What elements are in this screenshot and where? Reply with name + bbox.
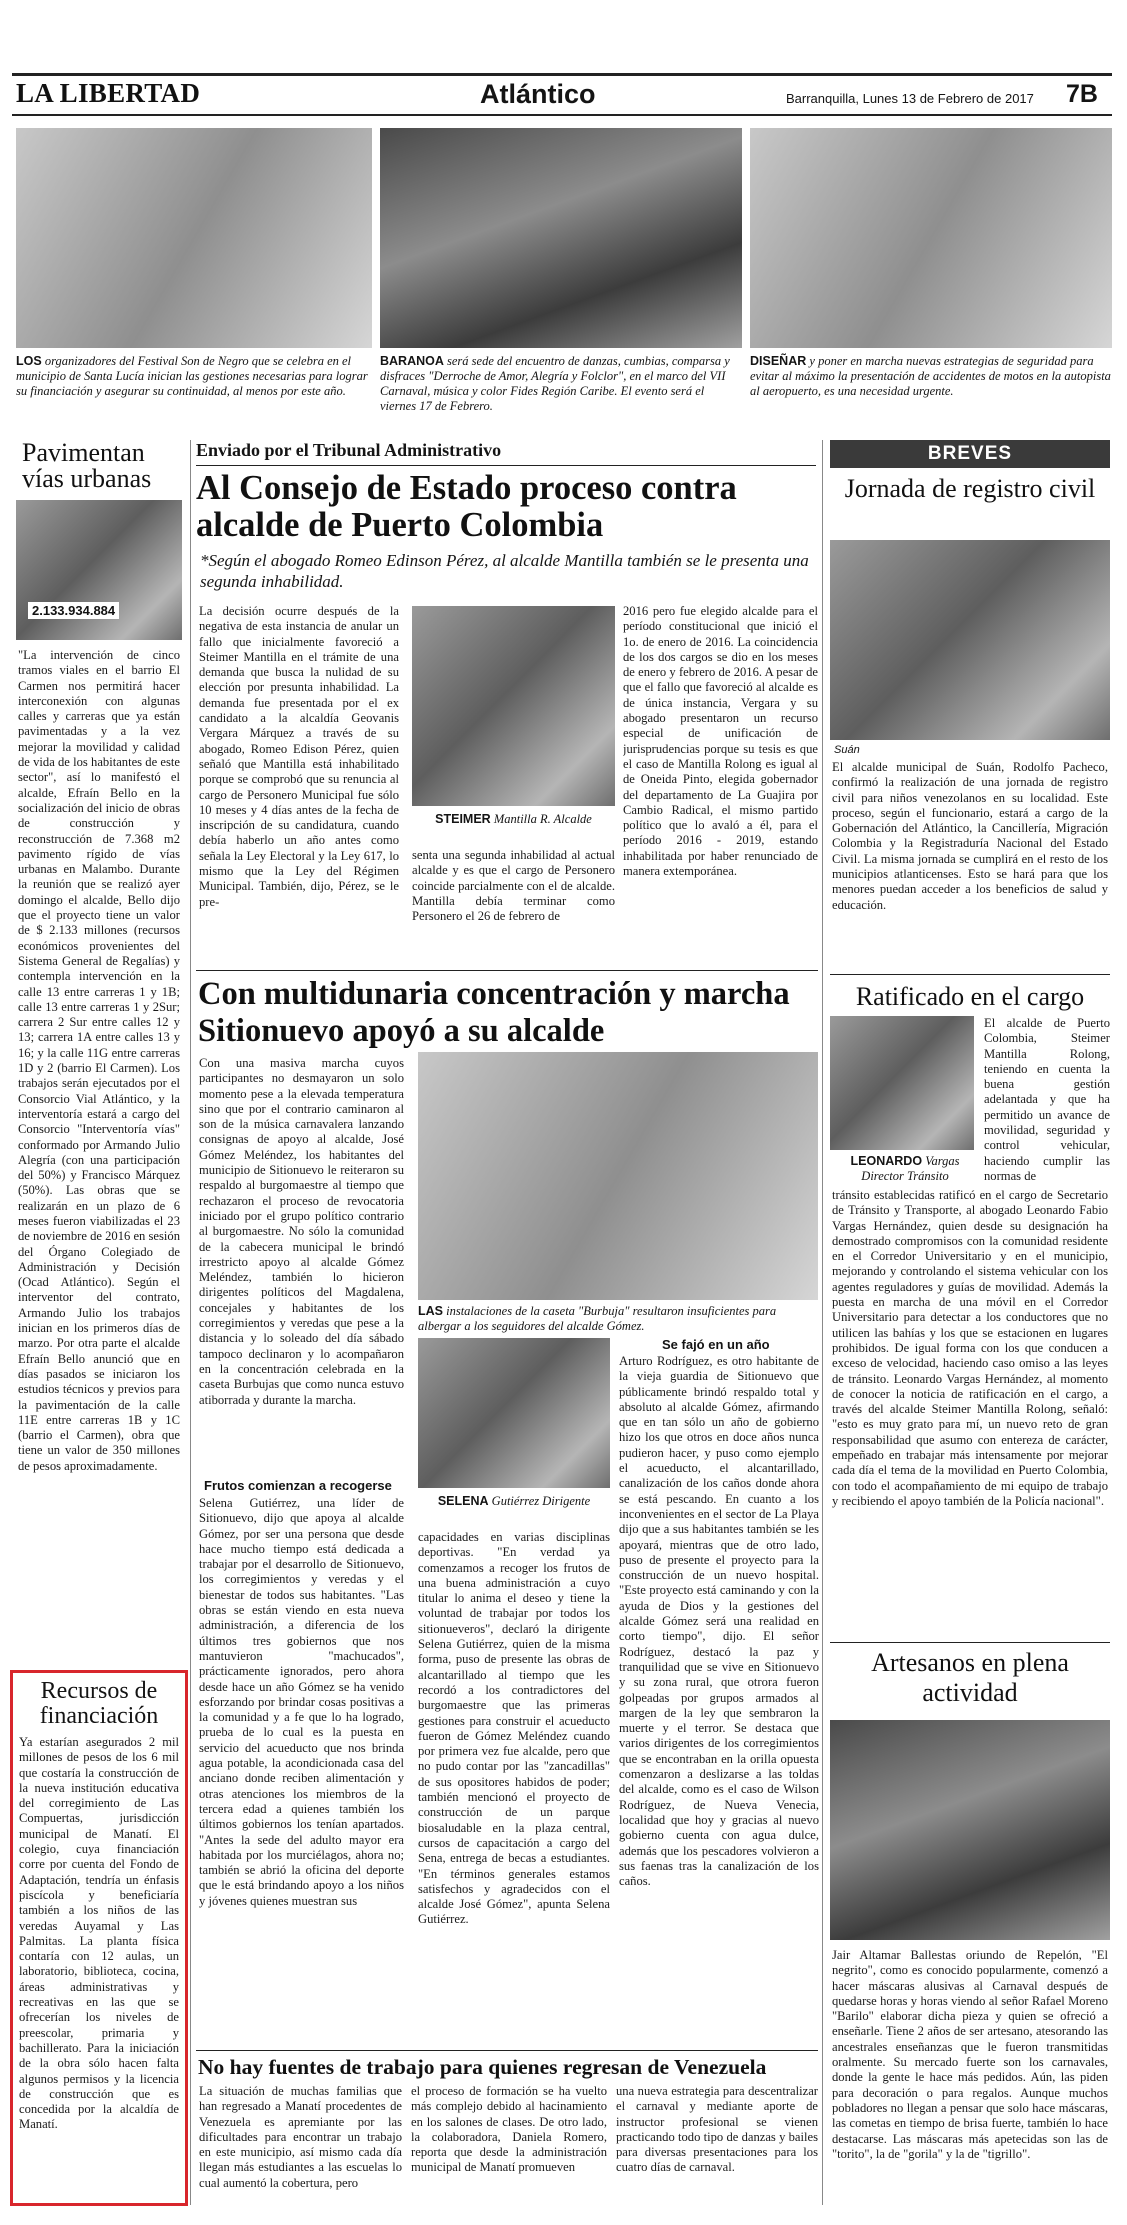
breves-item2-body-top: El alcalde de Puerto Colombia, Steimer Mantilla Rolong, teniendo en cuenta la buena gestión adelantada y que ha permitido un avance de movilidad, seguridad y control vehicular, haciendo cumplir las normas de <box>984 1016 1110 1183</box>
caption-lead: LEONARDO <box>850 1154 923 1168</box>
caption-lead: SELENA <box>437 1494 489 1508</box>
story1-col3: 2016 pero fue elegido alcalde para el período constitucional que inició el 1o. de enero de 2016. La coincidencia de los dos cargos se dio en los meses de enero y febrero de 2016. A pesar de que el fallo que favoreció al alcalde es de única instancia, Vergara y su abogado presentaron un recurso especial de unificación de jurisprudencias porque su tesis es que el caso de Mantilla Rolong es igual al de Oneida Pinto, elegida gobernador del departamento de La Guajira por Cambio Radical, el mismo partido político que lo avaló a él, para el período 2016 - 2019, estando inhabilitada por haber renunciado de manera extemporánea. <box>623 604 818 879</box>
masthead-bottom-rule <box>12 114 1112 116</box>
story2-photo-crowd <box>418 1052 818 1300</box>
story1-kicker-rule <box>196 465 816 466</box>
story1-photo-steimer <box>412 606 615 806</box>
breves-item1-body: El alcalde municipal de Suán, Rodolfo Pacheco, confirmó la realización de una jornada de registro civil para niños venezolanos en su localidad. Este proceso, según el funcionario, estará a cargo de la Gobernación del Atlántico, la Cancillería, Migración Colombia y la Registraduría Nacional del Estado Civil. La misma jornada se cumplirá en el resto de los municipios atlanticenses. Esto se hará para que los menores puedan acceder a los beneficios de salud y educación. <box>832 760 1108 912</box>
top-caption-2 <box>380 354 742 414</box>
caption-lead: BARANOA <box>380 354 444 368</box>
top-caption-3 <box>750 354 1112 399</box>
breves-item1-photo <box>830 540 1110 756</box>
story2-headline: Con multidunaria concentración y marcha Sitionuevo apoyó a su alcalde <box>198 976 790 1049</box>
story2-selena-caption <box>418 1494 610 1509</box>
story2-bottom-rule <box>196 2050 818 2051</box>
breves-divider-2 <box>830 1642 1110 1643</box>
recursos-box <box>10 1670 188 2206</box>
recursos-title: Recursos de financiación <box>39 1678 159 1729</box>
breves-banner-label: BREVES <box>927 443 1013 464</box>
story1-bottom-rule <box>196 970 818 971</box>
caption-text: Vargas Director Tránsito <box>861 1154 960 1183</box>
breves-banner <box>830 440 1110 468</box>
caption-text: y poner en marcha nuevas estrategias de seguridad para evitar al máximo la presentación de accidentes de motos en la autopista al aeropuerto, es una necesidad urgente. <box>750 354 1111 398</box>
left-col-title: Pavimentan vías urbanas <box>22 438 152 493</box>
caption-text: Gutiérrez Dirigente <box>491 1494 591 1508</box>
breves-item2-title: Ratificado en el cargo <box>855 982 1085 1011</box>
story2-col3: Arturo Rodríguez, es otro habitante de la vieja guardia de Sitionuevo que públicamente brindó respaldo total y absoluto al alcalde Gómez, afirmando que en tan sólo un año de gobierno hizo los que otros en doce años nunca pudieron hacer, y puso como ejemplo el acueducto, el alcantarillado, canalización de los caños donde ahora se está pescando. En cuanto a los inconvenientes en el sector de La Playa dijo que a sus habitantes también se les apoyará, mientras que de otro lado, puso de presente el proyecto para la construcción de un nuevo hospital. "Este proyecto está caminando y con la ayuda de Dios y la gestiones del alcalde Gómez será una realidad en corto tiempo", dijo. El señor Rodríguez, destacó la paz y tranquilidad que se vive en Sitionuevo y su zona rural, que otrora fueron golpeadas por grupos armados al margen de la ley que sembraron la muerte y el terror. Se destaca que varios dirigentes de los corregimientos que se encontraban en la orilla opuesta comenzaron a deslizarse a las toldas del alcalde, como es el caso de Wilson Rodríguez, de Nueva Venecia, localidad que hoy y gracias al nuevo gobierno cuenta con agua dulce, además que los pescadores volvieron a sus faenas tras la canalización de los caños. <box>619 1354 819 1889</box>
story3-col3: una nueva estrategia para descentralizar el carnaval y mediante aporte de instructor profesional se vienen practicando todo tipo de danzas y bailes para diversas presentaciones para los cuatro días de carnaval. <box>616 2084 818 2175</box>
breves-item3-photo <box>830 1720 1110 1940</box>
top-photo-baranoa <box>380 128 742 348</box>
breves-item2-body: tránsito establecidas ratificó en el cargo de Secretario de Tránsito y Transporte, al abogado Leonardo Fabio Vargas Hernández, quien desde su designación ha demostrado compromisos con la comunidad residente en el Corredor Universitario y en el municipio, mejorando y controlando el sistema vehicular con los agentes reguladores y guías de movilidad. Además la puesta en marcha de una móvil en el Corredor Universitario para detectar a los conductores que no utilicen las bahías y los que se estacionen en lugares prohibidos. De igual forma con los que conducen a exceso de velocidad, haciendo caso omiso a las leyes de tránsito. Leonardo Vargas Hernández, al momento de conocer la noticia de ratificación en el cargo, a través del alcalde Steimer Mantilla Rolong, señaló: "esto es muy grato para mí, un nuevo reto de gran responsabilidad que asumo con entereza de carácter, empeñado en trabajar más intensamente por mejorar cada día el tema de la movilidad en Puerto Colombia, con todo el acompañamiento de mi equipo de trabajo y recibiendo el apoyo también de la Policía nacional". <box>832 1188 1108 1508</box>
story2-col1: Con una masiva marcha cuyos participantes no desmayaron un solo momento pese a la elevada temperatura sino que por el contrario caminaron al son de la música carnavalera lanzando consignas de apoyo al alcalde, José Gómez Meléndez, los habitantes del municipio de Sitionuevo le reiteraron su respaldo al burgomaestre al tiempo que rechazaron el proceso de revocatoria iniciado por el grupo político contrario al burgomaestre. No sólo la comunidad de la cabecera municipal le brindó irrestricto apoyo al alcalde Gómez Meléndez, también lo hicieron dirigentes políticos del Magdalena, concejales y habitantes de los corregimientos y veredas que pese a la distancia y lo soleado del día sábado tampoco declinaron y lo acompañaron en la concentración celebrada en la caseta Burbujas que como nunca estuvo atiborrada y durante la marcha. <box>199 1056 404 1407</box>
masthead-top-rule <box>12 73 1112 76</box>
caption-lead: DISEÑAR <box>750 354 807 368</box>
caption-text: instalaciones de la caseta "Burbuja" resultaron insuficientes para albergar a los seguidores del alcalde Gómez. <box>418 1304 777 1333</box>
breves-divider-1 <box>830 974 1110 975</box>
story2-photo-selena <box>418 1338 610 1488</box>
column-divider-left <box>190 440 191 2205</box>
story3-headline: No hay fuentes de trabajo para quienes regresan de Venezuela <box>198 2055 767 2079</box>
photo-banner: 2.133.934.884 <box>28 602 119 619</box>
breves-item1-title: Jornada de registro civil <box>844 474 1096 503</box>
story1-photo-caption <box>412 812 615 827</box>
photo-label: Suán <box>834 744 860 756</box>
caption-lead: LOS <box>16 354 42 368</box>
caption-text: Mantilla R. Alcalde <box>493 812 592 826</box>
story3-col1: La situación de muchas familias que han regresado a Manatí procedentes de Venezuela es apremiante por las dificultades para encontrar un trabajo en este municipio, así mismo cada día llegan más estudiantes a las escuelas lo cual aumentó la cobertura, pero <box>199 2084 402 2190</box>
section-name: Atlántico <box>480 79 596 109</box>
column-divider-right <box>822 440 823 2205</box>
left-col-photo <box>16 500 182 640</box>
story1-col1: La decisión ocurre después de la negativa de esta instancia de anular un fallo que inicialmente favoreció a Steimer Mantilla en el trámite de una demanda que busca la nulidad de su elección por presunta inhabilidad. La demanda fue presentada por el ex candidato a la alcaldía Geovanis Vergara Márquez a través de su abogado, Romeo Edison Pérez, quien señaló que Mantilla está inhabilitado porque se comprobó que su renuncia al cargo de Personero Municipal fue sólo 10 meses y 4 días antes de la fecha de inscripción de su candidatura, cuando debía haberlo un año antes como señala la Ley Electoral y la Ley 617, lo mismo que la Ley del Régimen Municipal. También, dijo, Pérez, se le pre- <box>199 604 399 909</box>
breves-item3-title: Artesanos en plena actividad <box>871 1648 1069 1707</box>
story2-col1b: Selena Gutiérrez, una líder de Sitionuevo, dijo que apoya al alcalde Gómez, por ser una persona que desde hace mucho tiempo está dedicada a trabajar por el desarrollo de Sitionuevo, los corregimientos y veredas y el bienestar de todos sus habitantes. "Las obras se están viendo en esta nueva administración, a diferencia de los últimos tres gobiernos que nos mantuvieron "machucados", prácticamente ignorados, pero ahora desde hace un año Gómez se ha venido esforzando por brindar cosas positivas a la comunidad y a fe que lo ha logrado, prueba de lo cual es la puesta en servicio del acueducto que nos brinda agua potable, la acondicionada casa del anciano donde reciben alimentación y otras atenciones los miembros de la tercera edad a quienes también los últimos gobiernos los tenían apartados. "Antes la sede del adulto mayor era habitada por los murciélagos, ahora no; también se abrió la oficina del deporte que le está brindando apoyo a los niños y jóvenes quienes muestran sus <box>199 1496 404 1908</box>
story1-kicker: Enviado por el Tribunal Administrativo <box>196 440 502 460</box>
story1-headline: Al Consejo de Estado proceso contra alcalde de Puerto Colombia <box>196 469 737 544</box>
top-photo-autopista <box>750 128 1112 348</box>
newspaper-name: LA LIBERTAD <box>16 78 201 108</box>
breves-item2-photo <box>830 1016 974 1150</box>
breves-item3-body: Jair Altamar Ballestas oriundo de Repelón, "El negrito", como es conocido popularmente, comenzó a hacer máscaras alusivas al Carnaval después de quedarse horas y horas viendo al señor Rafael Moreno "Barilo" elaborar dicha pieza y quien se ofreció a enseñarle. Tiene 2 años de ser artesano, atesorando las ancestrales enseñanzas que le fueron transmitidas oralmente. Su mercado fuerte son los carnavales, donde la gente le hace más pedidos. Aún, las piden para decoración o para regalos. Aunque muchos pobladores no llegan a pensar que solo hace máscaras, las cometas en tiempo de brisa fuerte, también lo hace destacarse. Las máscaras más apetecidas son las de "torito", la de "gorila" y la de "tigrillo". <box>832 1948 1108 2161</box>
story2-subhead-fajo: Se fajó en un año <box>662 1337 770 1352</box>
caption-lead: LAS <box>418 1304 443 1318</box>
caption-text: será sede del encuentro de danzas, cumbias, comparsa y disfraces "Derroche de Amor, Alegría y Folclor", en el marco del VII Carnaval, música y color Fides Región Caribe. El evento será el viernes 17 de Febrero. <box>380 354 730 413</box>
left-col-body: "La intervención de cinco tramos viales en el barrio El Carmen nos permitirá hacer interconexión con algunas calles y carreras que ya están pavimentadas y a la vez mejorar la movilidad y calidad de vida de los habitantes de este sector", así lo manifestó el alcalde, Efraín Bello en la socialización del inicio de obras de construcción y reconstrucción de 7.368 m2 pavimento rígido de vías urbanas en Malambo. Durante la reunión que se realizó ayer domingo el alcalde, Bello dijo que el proyecto tiene un valor de $ 2.133 millones (recursos económicos provenientes del Sistema General de Regalías) y contempla intervención en la calle 13 entre carreras 1 y 1B; calle 13 entre carreras 1 y 2Sur; carrera 2 Sur entre calles 12 y 13; carrera 1A entre calles 13 y 16; y la calle 11G entre carreras 1D y 2 (barrio El Carmen). Los trabajos serán ejecutados por el Consorcio Vial Atlántico, y la interventoría estará a cargo del Consorcio "Interventoría vías" conformado por Armando Julio Alegría (con una participación del 50%) y Francisco Márquez (50%). Las obras que se realizarán en un plazo de 6 meses fueron viabilizadas el 23 de noviembre de 2016 en sesión del Órgano Colegiado de Administración y Decisión (Ocad Atlántico). Según el interventor del contrato, Armando Julio los trabajos inician en los primeros días de marzo. Por otra parte el alcalde Efraín Bello anunció que en días pasados se iniciaron los estudios técnicos y previos para la pavimentación de la calle 11E entre carreras 1B y 1C (barrio el Carmen), obra que tiene un valor de 350 millones de pesos aproximadamente. <box>18 648 180 1473</box>
story2-subhead-frutos: Frutos comienzan a recogerse <box>204 1478 392 1493</box>
story1-col2: senta una segunda inhabilidad al actual alcalde y es que el cargo de Personero coincide parcialmente con el de alcalde. Mantilla debía terminar como Personero el 26 de febrero de <box>412 848 615 924</box>
recursos-body: Ya estarían asegurados 2 mil millones de pesos de los 6 mil que costaría la construcción de la nueva institución educativa del corregimiento de Las Compuertas, jurisdicción municipal de Manatí. El colegio, cuya financiación corre por cuenta del Fondo de Adaptación, tendría un énfasis piscícola y beneficiaría también a los niños de las veredas Auyamal y Las Palmitas. La planta física contaría con 12 aulas, un laboratorio, biblioteca, cocina, áreas administrativas y recreativas en las que se ofrecerían los niveles de preescolar, primaria y bachillerato. Para la iniciación de la obra sólo hacen falta algunos permisos y la licencia de construcción que es concedida por la alcaldía de Manatí. <box>19 1735 179 2132</box>
caption-text: organizadores del Festival Son de Negro que se celebra en el municipio de Santa Lucía inician las gestiones necesarias para lograr su financiación y asegurar su continuidad, al menos por este año. <box>16 354 368 398</box>
caption-lead: STEIMER <box>435 812 491 826</box>
page-number: 7B <box>1066 80 1098 108</box>
breves-item2-caption <box>830 1154 980 1184</box>
dateline: Barranquilla, Lunes 13 de Febrero de 2017 <box>786 91 1034 106</box>
story3-col2: el proceso de formación se ha vuelto más complejo debido al hacinamiento en los salones de clases. De otro lado, la colaboradora, Daniela Romero, reporta que desde la administración municipal de Manatí promueven <box>411 2084 607 2175</box>
story2-crowd-caption <box>418 1304 818 1334</box>
story1-deck: *Según el abogado Romeo Edinson Pérez, al alcalde Mantilla también se le presenta una segunda inhabilidad. <box>200 551 809 591</box>
top-photo-festival <box>16 128 372 348</box>
top-caption-1 <box>16 354 372 399</box>
story2-col2: capacidades en varias disciplinas deportivas. "En verdad ya comenzamos a recoger los frutos de una buena administración a cuyo titular lo anima el deseo y tiene la voluntad de trabajar por todos los sitionueveros", declaró la dirigente Selena Gutiérrez, quien de la misma forma, puso de presente las obras de alcantarillado al tiempo que les recordó a los contradictores del burgomaestre que las primeras gestiones para construir el acueducto fueron de Gómez Meléndez cuando por primera vez fue alcalde, pero que no pudo contar por las "zancadillas" de sus opositores habidos de poder; también mencionó el proyecto de construcción de un parque biosaludable en la plaza central, cursos de capacitación a cargo del Sena, entrega de becas a estudiantes. "En términos generales estamos satisfechos y agradecidos con el alcalde José Gómez", apunta Selena Gutiérrez. <box>418 1530 610 1927</box>
